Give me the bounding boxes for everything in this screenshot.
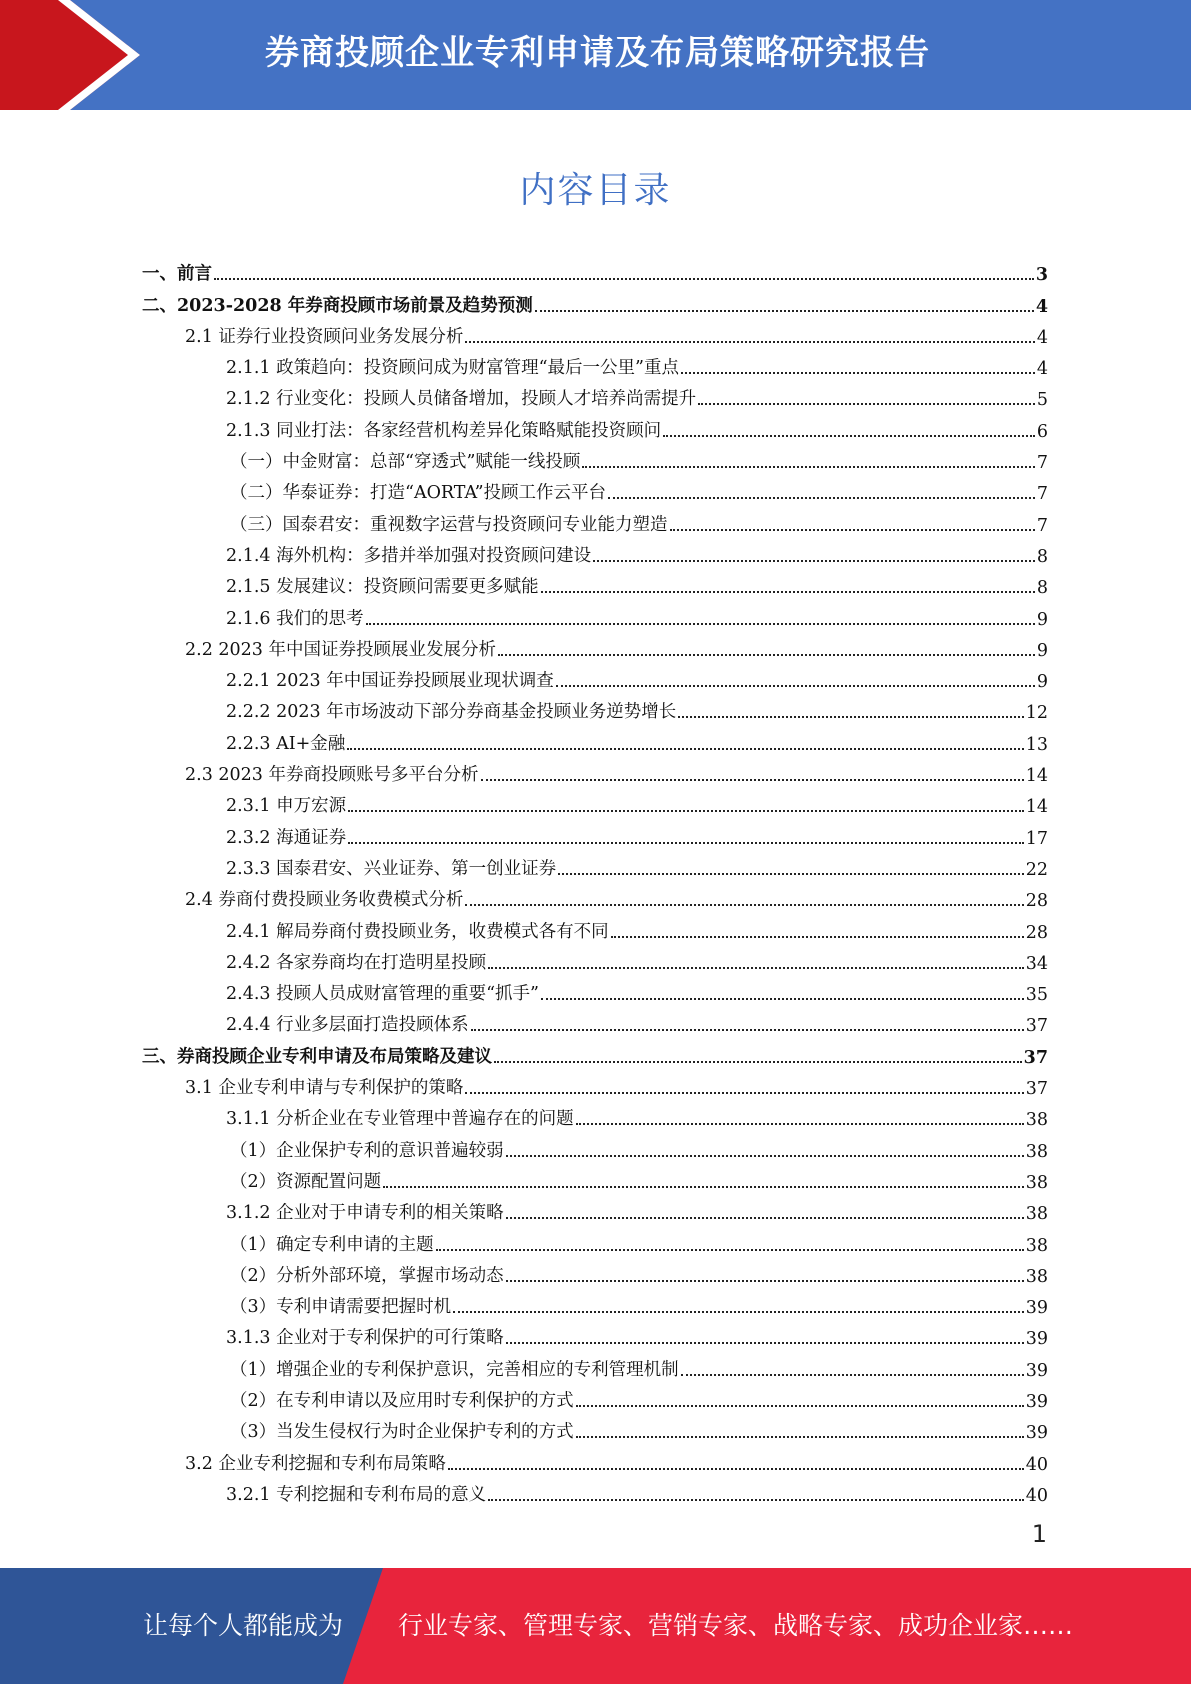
toc-dot-leader xyxy=(576,1123,1024,1125)
toc-entry[interactable] xyxy=(142,1036,1048,1067)
toc-entry[interactable] xyxy=(142,943,1048,974)
toc-entry-page: 7 xyxy=(1036,484,1048,505)
toc-entry-page: 6 xyxy=(1036,421,1048,442)
toc-dot-leader xyxy=(556,685,1035,687)
toc-dot-leader xyxy=(348,810,1024,812)
toc-entry[interactable] xyxy=(142,1349,1048,1380)
toc-entry[interactable] xyxy=(142,661,1048,692)
toc-dot-leader xyxy=(611,936,1024,938)
toc-entry[interactable] xyxy=(142,786,1048,817)
toc-entry[interactable] xyxy=(142,536,1048,567)
toc-dot-leader xyxy=(347,748,1023,750)
toc-entry-label: 2.2.2 2023 年市场波动下部分券商基金投顾业务逆势增长 xyxy=(226,702,677,723)
header-chevron-icon xyxy=(0,0,150,110)
toc-entry[interactable] xyxy=(142,1068,1048,1099)
toc-entry-page: 17 xyxy=(1025,828,1048,849)
toc-entry-page: 35 xyxy=(1025,985,1048,1006)
toc-entry[interactable] xyxy=(142,1287,1048,1318)
toc-dot-leader xyxy=(681,1374,1024,1376)
toc-entry-page: 38 xyxy=(1025,1141,1048,1162)
toc-entry-label: 2.2 2023 年中国证券投顾展业发展分析 xyxy=(185,639,496,660)
toc-dot-leader xyxy=(506,1280,1024,1282)
toc-dot-leader xyxy=(541,998,1024,1000)
toc-entry-page: 9 xyxy=(1036,609,1048,630)
footer-slogan-left: 让每个人都能成为 xyxy=(143,1611,344,1640)
toc-entry[interactable] xyxy=(142,254,1048,285)
toc-entry-label: 2.1.4 海外机构：多措并举加强对投资顾问建设 xyxy=(226,545,592,566)
toc-entry-label: 2.4.2 各家券商均在打造明星投顾 xyxy=(226,952,487,973)
toc-entry[interactable] xyxy=(142,911,1048,942)
toc-entry[interactable] xyxy=(142,1162,1048,1193)
toc-entry[interactable] xyxy=(142,442,1048,473)
toc-entry[interactable] xyxy=(142,348,1048,379)
toc-entry-page: 9 xyxy=(1036,640,1048,661)
toc-entry-label: 三、券商投顾企业专利申请及布局策略及建议 xyxy=(142,1046,492,1067)
toc-entry-page: 13 xyxy=(1025,734,1048,755)
toc-entry-label: 2.1.2 行业变化：投顾人员储备增加，投顾人才培养尚需提升 xyxy=(226,389,697,410)
toc-entry-label: 2.4.4 行业多层面打造投顾体系 xyxy=(226,1015,469,1036)
toc-entry-label: 2.2.3 AI+金融 xyxy=(226,733,346,754)
toc-entry[interactable] xyxy=(142,1005,1048,1036)
toc-entry[interactable] xyxy=(142,285,1048,316)
header-banner xyxy=(0,0,1191,110)
toc-dot-leader xyxy=(608,497,1035,499)
toc-entry-label: 2.2.1 2023 年中国证券投顾展业现状调查 xyxy=(226,671,554,692)
toc-dot-leader xyxy=(488,1499,1024,1501)
toc-entry[interactable] xyxy=(142,630,1048,661)
toc-entry-label: 2.1 证券行业投资顾问业务发展分析 xyxy=(185,326,464,347)
toc-entry-label: 2.3.3 国泰君安、兴业证券、第一创业证券 xyxy=(226,858,557,879)
toc-entry[interactable] xyxy=(142,473,1048,504)
toc-dot-leader xyxy=(678,716,1024,718)
toc-entry-label: （2）分析外部环境，掌握市场动态 xyxy=(230,1265,504,1286)
toc-entry-page: 39 xyxy=(1025,1329,1048,1350)
toc-dot-leader xyxy=(506,1155,1024,1157)
toc-dot-leader xyxy=(535,310,1034,312)
toc-entry-label: 2.4.1 解局券商付费投顾业务，收费模式各有不同 xyxy=(226,921,609,942)
toc-entry[interactable] xyxy=(142,379,1048,410)
toc-entry-page: 37 xyxy=(1025,1016,1048,1037)
toc-dot-leader xyxy=(681,372,1035,374)
toc-entry[interactable] xyxy=(142,317,1048,348)
toc-entry-page: 40 xyxy=(1025,1485,1048,1506)
toc-dot-leader xyxy=(698,403,1035,405)
toc-entry-label: 2.3.1 申万宏源 xyxy=(226,796,347,817)
toc-entry[interactable] xyxy=(142,880,1048,911)
toc-entry-label: 3.2.1 专利挖掘和专利布局的意义 xyxy=(226,1484,487,1505)
toc-entry-label: 二、2023-2028 年券商投顾市场前景及趋势预测 xyxy=(142,295,533,316)
toc-entry-page: 40 xyxy=(1025,1454,1048,1475)
toc-entry-label: （一）中金财富：总部“穿透式”赋能一线投顾 xyxy=(230,452,581,473)
toc-entry-label: 2.1.6 我们的思考 xyxy=(226,608,364,629)
toc-entry-page: 39 xyxy=(1025,1423,1048,1444)
toc-dot-leader xyxy=(481,779,1024,781)
toc-entry-label: 2.3.2 海通证券 xyxy=(226,827,347,848)
toc-entry-page: 39 xyxy=(1025,1360,1048,1381)
toc-dot-leader xyxy=(576,1436,1024,1438)
toc-dot-leader xyxy=(436,1249,1024,1251)
toc-dot-leader xyxy=(541,591,1035,593)
toc-entry-page: 4 xyxy=(1036,327,1048,348)
toc-entry-label: （1）企业保护专利的意识普遍较弱 xyxy=(230,1140,504,1161)
toc-entry[interactable] xyxy=(142,1381,1048,1412)
toc-dot-leader xyxy=(366,623,1035,625)
toc-entry[interactable] xyxy=(142,692,1048,723)
toc-dot-leader xyxy=(582,466,1034,468)
toc-entry-page: 38 xyxy=(1025,1266,1048,1287)
toc-entry-label: 3.2 企业专利挖掘和专利布局策略 xyxy=(185,1453,446,1474)
toc-entry-label: （2）资源配置问题 xyxy=(230,1171,382,1192)
toc-entry-page: 14 xyxy=(1025,797,1048,818)
toc-dot-leader xyxy=(558,873,1024,875)
page-number: 1 xyxy=(1031,1520,1047,1548)
toc-dot-leader xyxy=(488,967,1024,969)
toc-dot-leader xyxy=(498,654,1035,656)
toc-dot-leader xyxy=(214,278,1034,280)
toc-entry-page: 37 xyxy=(1023,1047,1048,1068)
footer-slogan-right: 行业专家、管理专家、营销专家、战略专家、成功企业家…… xyxy=(398,1611,1074,1640)
toc-entry-label: 2.4.3 投顾人员成财富管理的重要“抓手” xyxy=(226,984,539,1005)
toc-entry[interactable] xyxy=(142,755,1048,786)
toc-entry[interactable] xyxy=(142,567,1048,598)
report-title: 券商投顾企业专利申请及布局策略研究报告 xyxy=(265,33,930,73)
toc-entry-label: （3）专利申请需要把握时机 xyxy=(230,1297,452,1318)
toc-entry-label: （2）在专利申请以及应用时专利保护的方式 xyxy=(230,1390,574,1411)
toc-entry-page: 3 xyxy=(1035,265,1048,286)
toc-entry-page: 14 xyxy=(1025,766,1048,787)
toc-entry[interactable] xyxy=(142,1130,1048,1161)
toc-dot-leader xyxy=(593,560,1035,562)
toc-entry[interactable] xyxy=(142,1099,1048,1130)
toc-entry[interactable] xyxy=(142,410,1048,441)
toc-entry-label: （1）确定专利申请的主题 xyxy=(230,1234,434,1255)
toc-entry-label: 3.1.1 分析企业在专业管理中普遍存在的问题 xyxy=(226,1109,574,1130)
toc-entry-label: （3）当发生侵权行为时企业保护专利的方式 xyxy=(230,1422,574,1443)
toc-entry-page: 28 xyxy=(1025,891,1048,912)
toc-entry[interactable] xyxy=(142,504,1048,535)
toc-entry-label: 2.1.1 政策趋向：投资顾问成为财富管理“最后一公里”重点 xyxy=(226,358,679,379)
toc-dot-leader xyxy=(383,1186,1024,1188)
toc-entry[interactable] xyxy=(142,1443,1048,1474)
toc-entry[interactable] xyxy=(142,1256,1048,1287)
toc-entry-page: 12 xyxy=(1025,703,1048,724)
toc-entry[interactable] xyxy=(142,1224,1048,1255)
toc-dot-leader xyxy=(465,904,1023,906)
table-of-contents xyxy=(142,254,1048,1506)
toc-entry-page: 39 xyxy=(1025,1391,1048,1412)
toc-entry-label: （1）增强企业的专利保护意识，完善相应的专利管理机制 xyxy=(230,1359,679,1380)
toc-entry-label: 3.1 企业专利申请与专利保护的策略 xyxy=(185,1078,464,1099)
toc-entry-page: 38 xyxy=(1025,1172,1048,1193)
toc-dot-leader xyxy=(506,1342,1024,1344)
toc-entry[interactable] xyxy=(142,849,1048,880)
toc-entry-page: 5 xyxy=(1036,390,1048,411)
toc-entry-label: 2.1.3 同业打法：各家经营机构差异化策略赋能投资顾问 xyxy=(226,420,662,441)
toc-entry-page: 28 xyxy=(1025,922,1048,943)
toc-entry-page: 8 xyxy=(1036,546,1048,567)
toc-entry-page: 38 xyxy=(1025,1235,1048,1256)
toc-entry-label: 一、前言 xyxy=(142,264,212,285)
toc-entry[interactable] xyxy=(142,1193,1048,1224)
toc-dot-leader xyxy=(448,1468,1024,1470)
toc-dot-leader xyxy=(471,1029,1024,1031)
toc-dot-leader xyxy=(465,1092,1023,1094)
toc-entry-label: 3.1.3 企业对于专利保护的可行策略 xyxy=(226,1328,504,1349)
toc-entry-label: 3.1.2 企业对于申请专利的相关策略 xyxy=(226,1203,504,1224)
toc-entry-label: 2.4 券商付费投顾业务收费模式分析 xyxy=(185,890,464,911)
toc-entry-page: 7 xyxy=(1036,515,1048,536)
toc-entry-page: 9 xyxy=(1036,672,1048,693)
toc-entry-page: 4 xyxy=(1036,359,1048,380)
toc-entry[interactable] xyxy=(142,723,1048,754)
toc-entry[interactable] xyxy=(142,1475,1048,1506)
toc-entry-page: 22 xyxy=(1025,859,1048,880)
toc-dot-leader xyxy=(506,1217,1024,1219)
toc-entry-page: 39 xyxy=(1025,1298,1048,1319)
toc-dot-leader xyxy=(670,529,1035,531)
toc-entry-page: 8 xyxy=(1036,578,1048,599)
toc-entry-label: 2.3 2023 年券商投顾账号多平台分析 xyxy=(185,765,479,786)
toc-entry-page: 4 xyxy=(1035,296,1048,317)
toc-entry-label: （二）华泰证券：打造“AORTA”投顾工作云平台 xyxy=(230,483,607,504)
toc-entry[interactable] xyxy=(142,1412,1048,1443)
toc-dot-leader xyxy=(453,1311,1024,1313)
toc-dot-leader xyxy=(348,842,1024,844)
toc-dot-leader xyxy=(663,435,1035,437)
toc-dot-leader xyxy=(576,1405,1024,1407)
toc-entry-page: 38 xyxy=(1025,1110,1048,1131)
toc-dot-leader xyxy=(494,1061,1022,1063)
footer-banner xyxy=(0,1568,1191,1684)
toc-entry-page: 37 xyxy=(1025,1079,1048,1100)
toc-entry[interactable] xyxy=(142,817,1048,848)
toc-entry[interactable] xyxy=(142,974,1048,1005)
toc-entry-label: （三）国泰君安：重视数字运营与投资顾问专业能力塑造 xyxy=(230,514,668,535)
toc-entry-page: 38 xyxy=(1025,1204,1048,1225)
toc-entry[interactable] xyxy=(142,598,1048,629)
toc-dot-leader xyxy=(465,341,1034,343)
toc-entry-page: 34 xyxy=(1025,953,1048,974)
toc-entry-label: 2.1.5 发展建议：投资顾问需要更多赋能 xyxy=(226,577,539,598)
toc-entry-page: 7 xyxy=(1036,453,1048,474)
toc-heading: 内容目录 xyxy=(519,170,672,211)
toc-entry[interactable] xyxy=(142,1318,1048,1349)
